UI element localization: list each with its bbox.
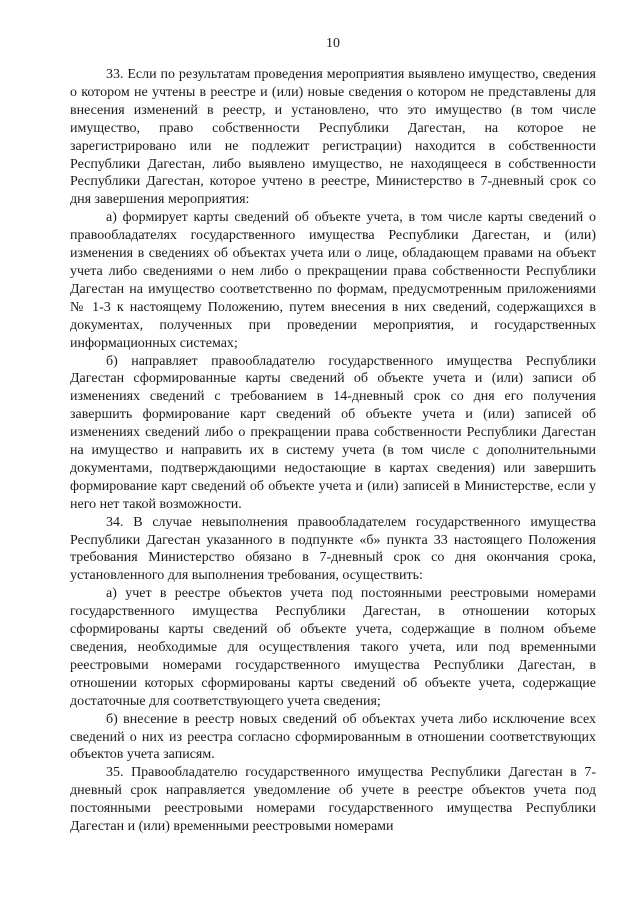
page-number: 10	[326, 36, 340, 51]
paragraph-33: 33. Если по результатам проведения мероприятия выявлено имущество, сведения о котором не учтены в реестре и (или) новые сведения о котором не представлены для внесения изменений в реестр, и установлено, что это имущество (в том числе имущество, право собственности Республики Дагестан, на которое не зарегистрировано или не подлежит регистрации) находится в собственности Республики Дагестан, либо выявлено имущество, не находящееся в собственности Республики Дагестан, которое учтено в реестре, Министерство в 7-дневный срок со дня завершения мероприятия:	[70, 67, 596, 208]
paragraph-34: 34. В случае невыполнения правообладателем государственного имущества Республики Дагестан указанного в подпункте «б» пункта 33 настоящего Положения требования Министерство обязано в 7-дневный срок со дня окончания срока, установленного для выполнения требования, осуществить:	[70, 514, 596, 584]
paragraph-34-a: а) учет в реестре объектов учета под постоянными реестровыми номерами государственного имущества Республики Дагестан, в отношении которых сформированы карты сведений об объекте учета, содержащие в полном объеме сведения, необходимые для осуществления такого учета, или под временными реестровыми номерами государственного имущества Республики Дагестан, в отношении которых сформированы карты сведений об объекте учета, содержащие достаточные для соответствующего учета сведения;	[70, 586, 596, 709]
paragraph-34-b: б) внесение в реестр новых сведений об объектах учета либо исключение всех сведений о них из реестра согласно сформированным в отношении соответствующих объектов учета записям.	[70, 711, 596, 763]
paragraph-33-a: а) формирует карты сведений об объекте учета, в том числе карты сведений о правообладателях государственного имущества Республики Дагестан, и (или) изменения в сведениях об объектах учета или о лице, обладающем правами на объект учета либо сведениями о нем либо о прекращении права собственности Республики Дагестан на имущество соответственно по формам, предусмотренным приложениями № 1-3 к настоящему Положению, путем внесения в них сведений, содержащихся в документах, полученных при проведении мероприятия, и государственных информационных системах;	[70, 210, 596, 351]
paragraph-35: 35. Правообладателю государственного имущества Республики Дагестан в 7-дневный срок направляется уведомление об учете в реестре объектов учета под постоянными реестровыми номерами государственного имущества Республики Дагестан и (или) временными реестровыми номерами	[70, 765, 596, 835]
paragraph-33-b: б) направляет правообладателю государственного имущества Республики Дагестан сформированные карты сведений об объекте учета и (или) записи об изменениях сведений с требованием в 14-дневный срок со дня его получения завершить формирование карт сведений об объекте учета и (или) записей об изменениях сведений либо о прекращении права собственности Республики Дагестан на имущество и направить их в систему учета (в том числе с дополнительными документами, подтверждающими недостающие в картах сведения) или завершить формирование карт сведений об объекте учета и (или) записей в Министерстве, если у него нет такой возможности.	[70, 353, 596, 512]
